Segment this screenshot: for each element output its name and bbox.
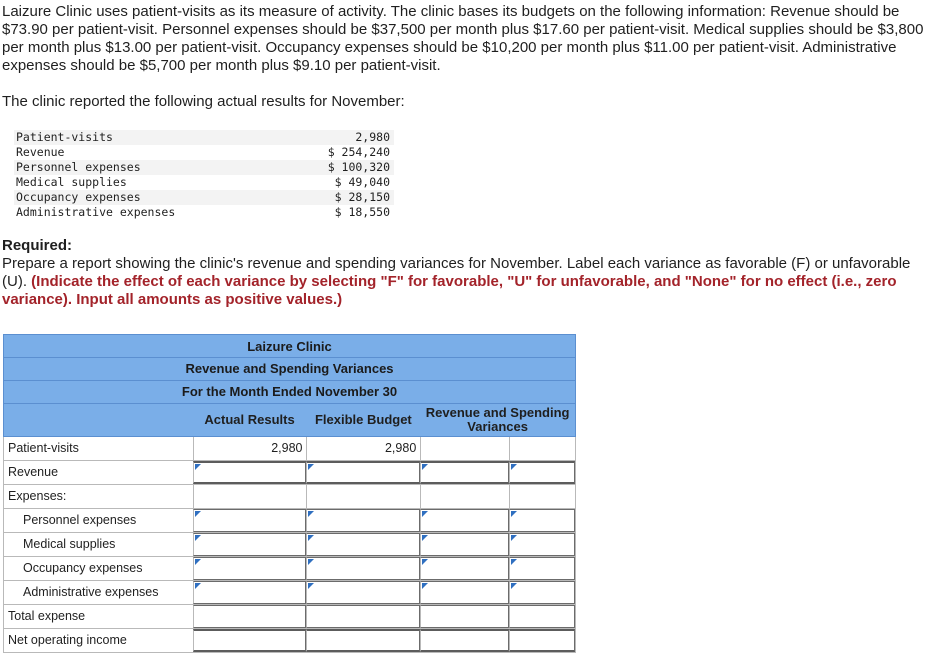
row-label: Occupancy expenses (23, 561, 143, 575)
net-actual-input[interactable] (193, 629, 307, 652)
input-marker-icon (308, 559, 314, 565)
row-personnel (3, 509, 576, 533)
revenue-actual-input[interactable] (193, 461, 307, 484)
row-label: Total expense (8, 609, 86, 623)
input-marker-icon (422, 559, 428, 565)
occupancy-variance-input[interactable] (420, 557, 509, 580)
row-administrative (3, 581, 576, 605)
occupancy-flexible-input[interactable] (306, 557, 420, 580)
blank-cell (420, 437, 509, 460)
actual-row-admin: Administrative expenses $ 18,550 (16, 205, 390, 219)
input-marker-icon (195, 535, 201, 541)
row-occupancy (3, 557, 576, 581)
header-actual-results: Actual Results (204, 412, 295, 427)
required-heading: Required: (2, 237, 73, 254)
total-flexible-input[interactable] (306, 605, 420, 628)
admin-actual-input[interactable] (193, 581, 307, 604)
input-marker-icon (422, 464, 428, 470)
personnel-fu-select[interactable] (509, 509, 575, 532)
input-marker-icon (511, 535, 517, 541)
medical-fu-select[interactable] (509, 533, 575, 556)
medical-variance-input[interactable] (420, 533, 509, 556)
total-fu-select[interactable] (509, 605, 575, 628)
actual-results-intro: The clinic reported the following actual results for November: (2, 93, 405, 110)
row-label: Medical supplies (23, 537, 116, 551)
row-patient-visits (3, 437, 576, 461)
row-label: Personnel expenses (23, 513, 137, 527)
personnel-variance-input[interactable] (420, 509, 509, 532)
row-revenue (3, 461, 576, 485)
header-variances: Revenue and Spending Variances (425, 405, 570, 434)
actual-row-medical: Medical supplies $ 49,040 (16, 175, 390, 189)
input-marker-icon (308, 464, 314, 470)
variance-report (3, 334, 576, 653)
input-marker-icon (422, 535, 428, 541)
blank-cell (509, 437, 575, 460)
row-expenses (3, 485, 576, 509)
input-marker-icon (422, 583, 428, 589)
net-flexible-input[interactable] (306, 629, 420, 652)
row-label: Patient-visits (8, 441, 79, 455)
row-label: Administrative expenses (23, 585, 159, 599)
row-total-expense (3, 605, 576, 629)
patient-visits-actual: 2,980 (193, 437, 307, 460)
input-marker-icon (511, 559, 517, 565)
report-subtitle: Revenue and Spending Variances (3, 357, 576, 380)
occupancy-actual-input[interactable] (193, 557, 307, 580)
header-flexible-budget: Flexible Budget (314, 412, 412, 427)
medical-flexible-input[interactable] (306, 533, 420, 556)
row-label: Net operating income (8, 633, 127, 647)
revenue-fu-select[interactable] (509, 461, 575, 484)
occupancy-fu-select[interactable] (509, 557, 575, 580)
input-marker-icon (195, 464, 201, 470)
revenue-flexible-input[interactable] (306, 461, 420, 484)
report-title: Laizure Clinic (3, 334, 576, 357)
admin-fu-select[interactable] (509, 581, 575, 604)
net-variance-input[interactable] (420, 629, 509, 652)
actual-row-personnel: Personnel expenses $ 100,320 (14, 160, 394, 175)
input-marker-icon (308, 535, 314, 541)
net-fu-select[interactable] (509, 629, 575, 652)
input-marker-icon (195, 583, 201, 589)
total-actual-input[interactable] (193, 605, 307, 628)
header-blank (4, 404, 193, 436)
patient-visits-flexible: 2,980 (306, 437, 420, 460)
required-instruction: (Indicate the effect of each variance by selecting "F" for favorable, "U" for unfavorable, and "None" for no effect (i.e., zero variance). Input all amounts as positive values.) (2, 273, 897, 308)
report-period: For the Month Ended November 30 (3, 380, 576, 403)
input-marker-icon (422, 511, 428, 517)
medical-actual-input[interactable] (193, 533, 307, 556)
input-marker-icon (511, 464, 517, 470)
row-label: Revenue (8, 465, 59, 479)
revenue-variance-input[interactable] (420, 461, 509, 484)
report-column-headers (3, 403, 576, 437)
row-net-operating-income (3, 629, 576, 653)
admin-flexible-input[interactable] (306, 581, 420, 604)
actual-row-patient-visits: Patient-visits 2,980 (14, 130, 394, 145)
blank-cell (193, 485, 307, 508)
personnel-flexible-input[interactable] (306, 509, 420, 532)
input-marker-icon (195, 559, 201, 565)
actual-results-table (14, 130, 394, 220)
input-marker-icon (511, 583, 517, 589)
personnel-actual-input[interactable] (193, 509, 307, 532)
admin-variance-input[interactable] (420, 581, 509, 604)
blank-cell (420, 485, 509, 508)
actual-row-revenue: Revenue $ 254,240 (16, 145, 390, 159)
row-medical (3, 533, 576, 557)
required-text (2, 255, 932, 309)
required-body: Prepare a report showing the clinic's revenue and spending variances for November. Label each variance as favorable (F) or unfavorable (U). (2, 255, 911, 290)
row-label: Expenses: (8, 489, 67, 503)
input-marker-icon (195, 511, 201, 517)
input-marker-icon (308, 511, 314, 517)
input-marker-icon (511, 511, 517, 517)
input-marker-icon (308, 583, 314, 589)
problem-intro: Laizure Clinic uses patient-visits as its measure of activity. The clinic bases its budgets on the following information: Revenue should be $73.90 per patient-visit. Personnel expenses should be $37,500 per month plus $17.60 per patient-visit. Medical supplies should be $3,800 per month plus $13.00 per patient-visit. Occupancy expenses should be $10,200 per month plus $11.00 per patient-visit. Administrative expenses should be $5,700 per month plus $9.10 per patient-visit. (2, 3, 924, 74)
actual-row-occupancy: Occupancy expenses $ 28,150 (14, 190, 394, 205)
blank-cell (509, 485, 575, 508)
total-variance-input[interactable] (420, 605, 509, 628)
blank-cell (306, 485, 420, 508)
